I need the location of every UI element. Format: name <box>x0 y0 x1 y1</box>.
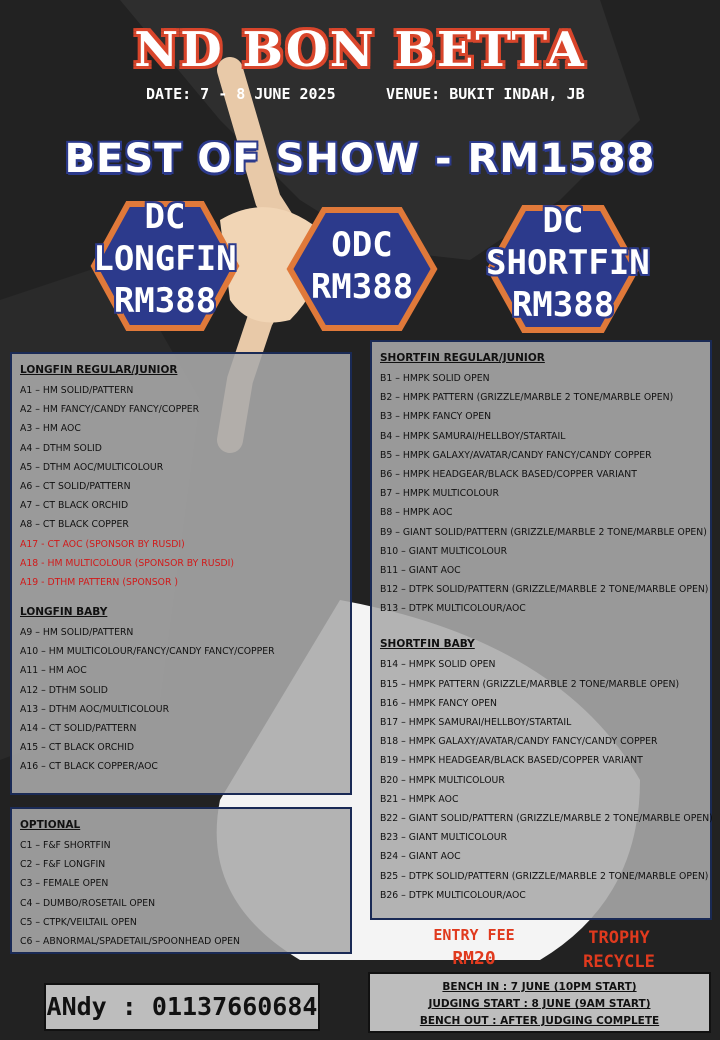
award-dc-longfin <box>90 196 240 336</box>
class-row: B18 – HMPK GALAXY/AVATAR/CANDY FANCY/CANDY COPPER <box>380 736 658 748</box>
class-row: B22 – GIANT SOLID/PATTERN (GRIZZLE/MARBLE 2 TONE/MARBLE OPEN) <box>380 812 713 824</box>
longfin-classes-panel <box>10 352 352 795</box>
class-row: A12 – DTHM SOLID <box>20 684 108 696</box>
class-row: C1 – F&F SHORTFIN <box>20 840 111 851</box>
class-row: A7 – CT BLACK ORCHID <box>20 500 129 512</box>
class-row: A4 – DTHM SOLID <box>20 442 102 454</box>
class-row: B12 – DTPK SOLID/PATTERN (GRIZZLE/MARBLE 2 TONE/MARBLE OPEN) <box>380 584 709 596</box>
class-row: C2 – F&F LONGFIN <box>20 859 106 871</box>
class-row: C5 – CTPK/VEILTAIL OPEN <box>20 916 137 928</box>
class-row: A2 – HM FANCY/CANDY FANCY/COPPER <box>20 404 200 416</box>
class-row: B14 – HMPK SOLID OPEN <box>380 659 496 671</box>
page-title: ND BON BETTA <box>134 22 586 78</box>
section-heading: SHORTFIN REGULAR/JUNIOR <box>380 352 545 364</box>
class-row: B20 – HMPK MULTICOLOUR <box>380 774 505 786</box>
trophy-note <box>574 926 664 974</box>
class-row: B13 – DTPK MULTICOLOUR/AOC <box>380 603 526 615</box>
class-row: B21 – HMPK AOC <box>380 793 459 805</box>
schedule-line: BENCH OUT : AFTER JUDGING COMPLETE <box>419 1015 660 1027</box>
award-dc-shortfin <box>486 200 650 338</box>
class-row: B16 – HMPK FANCY OPEN <box>380 697 497 709</box>
class-row: A11 – HM AOC <box>20 665 87 677</box>
class-row: C4 – DUMBO/ROSETAIL OPEN <box>20 897 156 909</box>
best-of-show-prize: BEST OF SHOW - RM1588 <box>64 136 656 182</box>
shortfin-classes-panel <box>370 340 712 920</box>
class-row: B11 – GIANT AOC <box>380 564 461 576</box>
class-row: B24 – GIANT AOC <box>380 851 461 863</box>
class-row: A13 – DTHM AOC/MULTICOLOUR <box>20 703 170 715</box>
sponsor-class-row: A18 - HM MULTICOLOUR (SPONSOR BY RUSDI) <box>20 557 235 569</box>
class-row: B10 – GIANT MULTICOLOUR <box>380 545 508 557</box>
class-row: A14 – CT SOLID/PATTERN <box>20 723 137 734</box>
class-row: A8 – CT BLACK COPPER <box>20 519 129 531</box>
award-line: DC <box>542 201 584 241</box>
class-row: A15 – CT BLACK ORCHID <box>20 742 135 754</box>
class-row: A1 – HM SOLID/PATTERN <box>20 385 134 396</box>
event-date: DATE: 7 - 8 JUNE 2025 <box>146 85 336 103</box>
section-heading: OPTIONAL <box>20 819 81 831</box>
award-line: LONGFIN <box>93 239 237 279</box>
entry-fee <box>424 923 524 971</box>
award-odc <box>286 204 438 334</box>
class-row: C6 – ABNORMAL/SPADETAIL/SPOONHEAD OPEN <box>20 935 240 947</box>
contact-box: ANdy : 01137660684 <box>44 983 320 1031</box>
class-row: A3 – HM AOC <box>20 423 81 435</box>
optional-classes-panel <box>10 807 352 954</box>
class-row: B23 – GIANT MULTICOLOUR <box>380 832 508 844</box>
section-heading: SHORTFIN BABY <box>380 638 475 651</box>
class-row: B9 – GIANT SOLID/PATTERN (GRIZZLE/MARBLE 2 TONE/MARBLE OPEN) <box>380 526 707 538</box>
class-row: B1 – HMPK SOLID OPEN <box>380 373 490 384</box>
trophy-line: RECYCLE <box>583 952 655 972</box>
award-line: SHORTFIN <box>486 243 650 283</box>
class-row: A9 – HM SOLID/PATTERN <box>20 627 134 639</box>
schedule-line: BENCH IN : 7 JUNE (10PM START) <box>442 981 637 993</box>
class-row: B3 – HMPK FANCY OPEN <box>380 411 492 423</box>
class-row: B7 – HMPK MULTICOLOUR <box>380 488 499 500</box>
class-row: B4 – HMPK SAMURAI/HELLBOY/STARTAIL <box>380 430 566 442</box>
class-row: A6 – CT SOLID/PATTERN <box>20 480 131 492</box>
class-row: A16 – CT BLACK COPPER/AOC <box>20 761 158 773</box>
schedule-box <box>368 972 711 1033</box>
class-row: B25 – DTPK SOLID/PATTERN (GRIZZLE/MARBLE 2 TONE/MARBLE OPEN) <box>380 870 709 882</box>
trophy-line: TROPHY <box>588 928 650 948</box>
award-line: ODC <box>331 225 393 265</box>
section-heading: LONGFIN BABY <box>20 606 108 619</box>
class-row: B15 – HMPK PATTERN (GRIZZLE/MARBLE 2 TONE/MARBLE OPEN) <box>380 678 680 690</box>
schedule-line: JUDGING START : 8 JUNE (9AM START) <box>428 998 651 1010</box>
award-line: RM388 <box>113 281 217 321</box>
class-row: B6 – HMPK HEADGEAR/BLACK BASED/COPPER VARIANT <box>380 468 637 480</box>
class-row: B8 – HMPK AOC <box>380 507 453 519</box>
entry-fee-label: ENTRY FEE <box>433 926 515 944</box>
class-row: B17 – HMPK SAMURAI/HELLBOY/STARTAIL <box>380 717 572 728</box>
award-line: RM388 <box>310 267 414 307</box>
entry-fee-value: RM20 <box>452 948 496 969</box>
sponsor-class-row: A17 - CT AOC (SPONSOR BY RUSDI) <box>20 538 185 550</box>
class-row: B19 – HMPK HEADGEAR/BLACK BASED/COPPER VARIANT <box>380 755 643 767</box>
award-line: RM388 <box>511 285 615 325</box>
sponsor-class-row: A19 - DTHM PATTERN (SPONSOR ) <box>20 576 179 588</box>
award-line: DC <box>144 197 186 237</box>
class-row: C3 – FEMALE OPEN <box>20 878 109 890</box>
class-row: A5 – DTHM AOC/MULTICOLOUR <box>20 461 164 473</box>
section-heading: LONGFIN REGULAR/JUNIOR <box>20 364 178 376</box>
class-row: A10 – HM MULTICOLOUR/FANCY/CANDY FANCY/COPPER <box>20 646 275 658</box>
event-venue: VENUE: BUKIT INDAH, JB <box>386 85 585 103</box>
class-row: B5 – HMPK GALAXY/AVATAR/CANDY FANCY/CANDY COPPER <box>380 449 652 461</box>
class-row: B2 – HMPK PATTERN (GRIZZLE/MARBLE 2 TONE/MARBLE OPEN) <box>380 392 674 404</box>
class-row: B26 – DTPK MULTICOLOUR/AOC <box>380 889 526 901</box>
